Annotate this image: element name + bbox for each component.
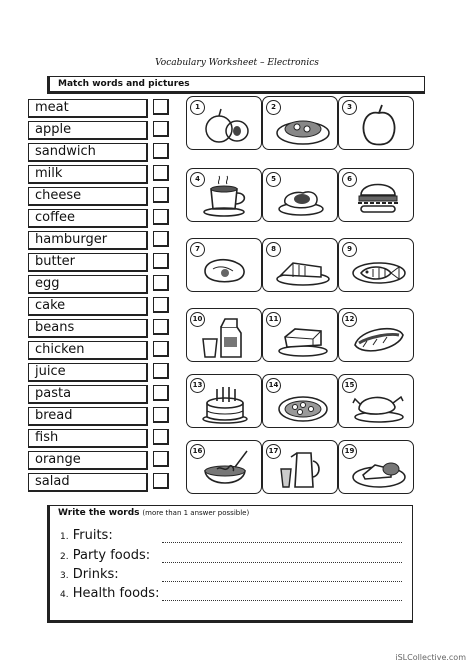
worksheet-title: Vocabulary Worksheet – Electronics xyxy=(155,58,319,68)
cheese-icon xyxy=(273,245,331,289)
picture-card xyxy=(262,96,338,150)
answer-box[interactable] xyxy=(153,473,169,489)
milk-carton-icon xyxy=(197,315,255,359)
answer-box[interactable] xyxy=(153,341,169,357)
answer-box[interactable] xyxy=(153,187,169,203)
answer-box[interactable] xyxy=(153,143,169,159)
word-row xyxy=(28,187,178,205)
word-label: salad xyxy=(28,473,148,492)
word-row xyxy=(28,297,178,315)
picture-number: 17 xyxy=(266,444,281,459)
word-row xyxy=(28,209,178,227)
picture-card xyxy=(186,308,262,362)
word-label: cheese xyxy=(28,187,148,206)
word-label: apple xyxy=(28,121,148,140)
answer-box[interactable] xyxy=(153,253,169,269)
picture-number: 13 xyxy=(190,378,205,393)
word-row xyxy=(28,319,178,337)
word-row xyxy=(28,341,178,359)
answer-line[interactable] xyxy=(162,562,402,563)
plate-of-meat-icon xyxy=(273,103,331,147)
juice-jug-icon xyxy=(273,447,331,491)
picture-card xyxy=(186,374,262,428)
answer-line[interactable] xyxy=(162,542,402,543)
answer-box[interactable] xyxy=(153,99,169,115)
question-label: Fruits: xyxy=(72,528,113,543)
word-row xyxy=(28,121,178,139)
picture-card xyxy=(186,168,262,222)
picture-card xyxy=(262,374,338,428)
word-label: bread xyxy=(28,407,148,426)
word-row xyxy=(28,407,178,425)
word-label: coffee xyxy=(28,209,148,228)
picture-card xyxy=(262,238,338,292)
picture-card xyxy=(262,440,338,494)
answer-box[interactable] xyxy=(153,231,169,247)
coffee-cup-icon xyxy=(197,175,255,219)
word-label: orange xyxy=(28,451,148,470)
word-label: sandwich xyxy=(28,143,148,162)
picture-card xyxy=(338,168,414,222)
sandwich-icon xyxy=(349,315,407,359)
word-label: chicken xyxy=(28,341,148,360)
answer-box[interactable] xyxy=(153,319,169,335)
question-row xyxy=(60,548,150,563)
picture-number: 4 xyxy=(190,172,205,187)
watermark: iSLCollective.com xyxy=(395,653,466,662)
word-label: cake xyxy=(28,297,148,316)
write-words-section xyxy=(47,505,413,623)
picture-number: 6 xyxy=(342,172,357,187)
apple-icon xyxy=(349,103,407,147)
picture-number: 5 xyxy=(266,172,281,187)
answer-box[interactable] xyxy=(153,121,169,137)
picture-number: 10 xyxy=(190,312,205,327)
word-label: milk xyxy=(28,165,148,184)
picture-number: 2 xyxy=(266,100,281,115)
word-label: meat xyxy=(28,99,148,118)
word-row xyxy=(28,385,178,403)
picture-number: 19 xyxy=(342,444,357,459)
word-label: beans xyxy=(28,319,148,338)
fried-egg-icon xyxy=(273,175,331,219)
answer-box[interactable] xyxy=(153,429,169,445)
fish-icon xyxy=(349,245,407,289)
question-label: Party foods: xyxy=(72,548,151,563)
picture-number: 3 xyxy=(342,100,357,115)
picture-card xyxy=(338,238,414,292)
picture-card xyxy=(338,374,414,428)
roast-chicken-icon xyxy=(349,381,407,425)
meat-icon xyxy=(197,245,255,289)
question-number: 3. xyxy=(60,571,69,581)
picture-card xyxy=(262,168,338,222)
word-label: hamburger xyxy=(28,231,148,250)
picture-number: 8 xyxy=(266,242,281,257)
section-heading-match: Match words and pictures xyxy=(47,76,425,94)
picture-number: 16 xyxy=(190,444,205,459)
picture-number: 9 xyxy=(342,242,357,257)
word-row xyxy=(28,165,178,183)
picture-card xyxy=(338,440,414,494)
picture-card xyxy=(262,308,338,362)
answer-box[interactable] xyxy=(153,363,169,379)
picture-number: 7 xyxy=(190,242,205,257)
apples-icon xyxy=(197,103,255,147)
bread-and-fish-plate-icon xyxy=(349,447,407,491)
word-row xyxy=(28,143,178,161)
butter-icon xyxy=(273,315,331,359)
word-row xyxy=(28,473,178,491)
picture-card xyxy=(338,96,414,150)
picture-number: 1 xyxy=(190,100,205,115)
word-row xyxy=(28,429,178,447)
section-heading-write xyxy=(58,508,249,518)
question-number: 4. xyxy=(60,590,69,600)
word-row xyxy=(28,363,178,381)
picture-card xyxy=(186,96,262,150)
picture-number: 14 xyxy=(266,378,281,393)
answer-box[interactable] xyxy=(153,297,169,313)
picture-card xyxy=(338,308,414,362)
question-row xyxy=(60,528,113,543)
word-label: butter xyxy=(28,253,148,272)
hamburger-icon xyxy=(349,175,407,219)
answer-box[interactable] xyxy=(153,407,169,423)
question-row xyxy=(60,586,159,601)
section-heading-note: (more than 1 answer possible) xyxy=(142,509,250,517)
answer-line[interactable] xyxy=(162,581,402,582)
word-label: pasta xyxy=(28,385,148,404)
picture-number: 12 xyxy=(342,312,357,327)
question-label: Drinks: xyxy=(72,567,119,582)
picture-number: 11 xyxy=(266,312,281,327)
question-row xyxy=(60,567,119,582)
word-row xyxy=(28,451,178,469)
word-label: juice xyxy=(28,363,148,382)
answer-box[interactable] xyxy=(153,165,169,181)
pasta-bowl-icon xyxy=(197,447,255,491)
answer-box[interactable] xyxy=(153,275,169,291)
answer-box[interactable] xyxy=(153,209,169,225)
word-label: fish xyxy=(28,429,148,448)
question-number: 1. xyxy=(60,532,69,542)
picture-card xyxy=(186,238,262,292)
word-row xyxy=(28,253,178,271)
answer-box[interactable] xyxy=(153,451,169,467)
answer-line[interactable] xyxy=(162,600,402,601)
word-label: egg xyxy=(28,275,148,294)
word-row xyxy=(28,99,178,117)
picture-number: 15 xyxy=(342,378,357,393)
beans-icon xyxy=(273,381,331,425)
birthday-cake-icon xyxy=(197,381,255,425)
picture-card xyxy=(186,440,262,494)
word-row xyxy=(28,275,178,293)
question-number: 2. xyxy=(60,552,69,562)
section-heading-label: Write the words xyxy=(58,508,140,518)
answer-box[interactable] xyxy=(153,385,169,401)
word-row xyxy=(28,231,178,249)
question-label: Health foods: xyxy=(72,586,160,601)
